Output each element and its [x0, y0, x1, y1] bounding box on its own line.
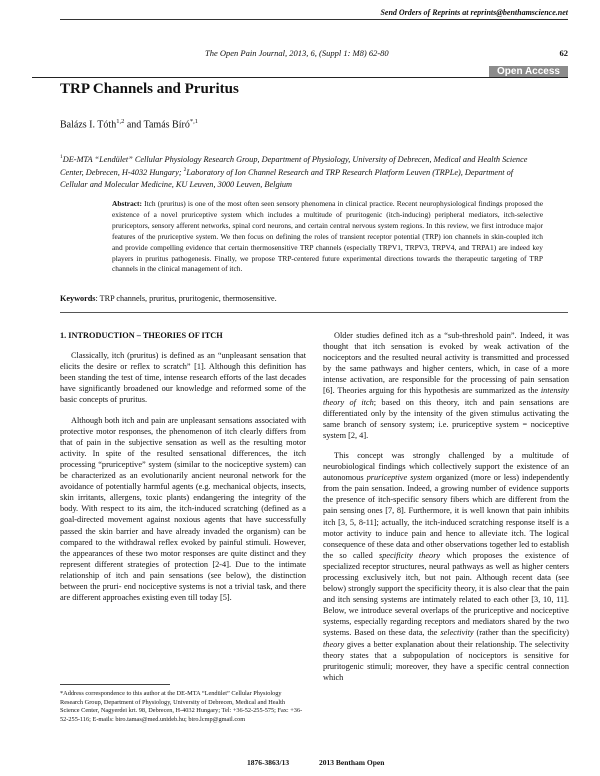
- paragraph: [323, 330, 569, 441]
- text-run: (rather than the specificity): [473, 628, 569, 638]
- journal-citation: The Open Pain Journal, 2013, 6, (Suppl 1: M8) 62-80: [205, 48, 389, 58]
- section-heading: 1. INTRODUCTION – THEORIES OF ITCH: [60, 331, 223, 340]
- author-1-affil: 1,2: [116, 118, 125, 125]
- paragraph: [323, 450, 569, 683]
- correspondence-footnote: *Address correspondence to this author at the DE-MTA “Lendület” Cellular Physiology Research Group, Department of Physiology, University of Debrecen, Medical and Health Science Center, Nagyerdei krt. 98, Debrecen, H-4032 Hungary; Tel: +36-52-255-575; Fax: +36-52-255-116; E-mails: biro.tamas@med.unideb.hu; biro.lcmp@gmail.com: [60, 690, 303, 723]
- emphasis: intensity theory of itch: [323, 386, 569, 407]
- paragraph: Although both itch and pain are unpleasant sensations associated with protective motor responses, the phenomenon of itch clearly differs from that of pain in the subjective sensation as well as the resulting motor activity. In spite of the resulted sensational differences, the itch processing “pruriceptive” system (similar to the nociceptive system) can be characterized as an evolutionarily ancient neuronal network for the avoidance of potentially harmful agents (e.g. mechanical objects, insects, skin irritants, allergens, toxic plants) endangering the integrity of the body. With respect to its aim, the itch-induced scratching (defined as a goal-directed movement against noxious agents that have successfully passed the skin barrier and have already invaded the organism) can be compared to the withdrawal reflex evoked by painful stimuli. However, the appearances of these two motor responses are quite distinct and they represent different strategies of protection [2-4]. Due to the intimate relationship of itch and pain sensations (see below), the distinction between the pruri- end nociceptive systems is not a trivial task, and there are different approaches existing even till today [5].: [60, 415, 306, 603]
- reprints-notice: Send Orders of Reprints at reprints@benthamscience.net: [380, 8, 568, 17]
- author-1: Balázs I. Tóth: [60, 119, 117, 131]
- emphasis: theory: [323, 639, 345, 649]
- header-rule: [60, 19, 568, 20]
- keywords: [60, 294, 277, 303]
- emphasis: pruriceptive system: [366, 473, 433, 483]
- article-title: TRP Channels and Pruritus: [60, 81, 239, 97]
- emphasis: selectivity: [440, 628, 474, 638]
- keywords-text: : TRP channels, pruritus, pruritogenic, thermosensitive.: [95, 294, 277, 303]
- title-rule: [32, 77, 568, 78]
- text-run: organized (more or less) independently from the pain sensation. Indeed, a growing number of evidence supports the presence of itch-specific sensory fibers which are different from the pain sensing ones [7, 8]. Furthermore, it is well known that pain inhibits itch [3, 5, 8-11]; actually, the itch-induced scratching response itself is a motor activity to induce pain and hence to alleviate itch. The logical consequence of these data and other observations together led to establish the so called: [323, 473, 570, 560]
- text-run: gives a better explanation about their relationship. The selectivity theory states that a subpopulation of nociceptors is sensitive for pruritogenic stimuli; moreover, they have a specific central connection which: [323, 639, 569, 682]
- page-number: 62: [559, 48, 568, 58]
- text-run: This concept was strongly challenged by a multitude of neurobiological findings which collectively support the existence of an autonomous: [323, 450, 569, 483]
- affil-sup-1: 1: [60, 154, 63, 160]
- author-2: and Tamás Bíró: [124, 119, 190, 131]
- authors: [60, 118, 198, 130]
- keywords-rule: [60, 312, 568, 313]
- right-column: [323, 330, 569, 692]
- left-column: [60, 330, 306, 612]
- paragraph: Classically, itch (pruritus) is defined as an “unpleasant sensation that elicits the desire or reflex to scratch” [1]. Although this definition has been standing the test of time, intense research efforts of the last decades have significantly broadened our knowledge and reformed some of the basic concepts of pruritus.: [60, 351, 306, 405]
- emphasis: specificity theory: [379, 550, 441, 560]
- affil-sup-2: 2: [183, 167, 187, 174]
- abstract-text: Itch (pruritus) is one of the most often seen sensory phenomena in clinical practice. Recent neurophysiological findings proposed the existence of a novel pruriceptive system which includes a multitude of pruritogenic (itch-inducing) peripheral mediators, itch-selective pruriceptors, sensory afferent networks, spinal cord neurons, and certain central nervous system regions. In this review, we first introduce major features of the pruriceptive system. We then focus on defining the roles of transient receptor potential (TRP) ion channels in skin-coupled itch and provide compelling evidence that certain thermosensitive TRP channels (especially TRPV1, TRPV3, TRPV4, and TRPA1) are indeed key players in pruritus pathogenesis. Finally, we propose TRP-centered future experimental directions towards the therapeutic targeting of TRP channels in the clinical management of itch.: [112, 199, 543, 274]
- keywords-label: Keywords: [60, 294, 96, 303]
- abstract-label: Abstract:: [112, 199, 142, 208]
- footnote-rule: [60, 684, 170, 685]
- abstract: [112, 199, 543, 275]
- text-run: which proposes the existence of specialized receptor structures, neural pathways as well as higher centers processing exclusively itch, but not pain. Although recent data (see below) strongly support the specificity theory, it is also clear that the pain and itch sensing systems are intimately related to each other [3, 10, 11]. Below, we introduce several overlaps of the pruriceptive and nociceptive systems, especially regarding receptors and mediators shared by the two systems. Based on these data, the: [323, 550, 570, 638]
- affiliation-2: Laboratory of Ion Channel Research and TRP Research Platform Leuven (TRPLe), Department of Cellular and Molecular Medicine, KU Leuven, 3000 Leuven, Belgium: [60, 168, 514, 189]
- open-access-badge: Open Access: [489, 66, 568, 77]
- affiliations: [60, 152, 540, 190]
- text-run: ; based on this theory, itch and pain sensations are differentiated only by the intensity of the given stimulus activating the same branch of sensory system; i.e. pruriceptive system = nociceptive system [2, 4].: [323, 397, 569, 440]
- publisher: 2013 Bentham Open: [319, 758, 385, 767]
- text-run: Older studies defined itch as a “sub-threshold pain”. Indeed, it was thought that itch sensation is evoked by weak activation of the nociceptors and the resulted neural activity is transmitted and processed by the same pathways and higher centers, which, in case of a more intense activation, are responsible for the processing of pain sensation [6]. Theories arguing for this hypothesis are summarized as the: [323, 331, 569, 396]
- author-2-affil: *,1: [189, 118, 198, 125]
- affiliation-1: DE-MTA “Lendület” Cellular Physiology Research Group, Department of Physiology, University of Debrecen, Medical and Health Science Center, Debrecen, H-4032 Hungary;: [60, 154, 528, 178]
- issn: 1876-3863/13: [247, 758, 290, 767]
